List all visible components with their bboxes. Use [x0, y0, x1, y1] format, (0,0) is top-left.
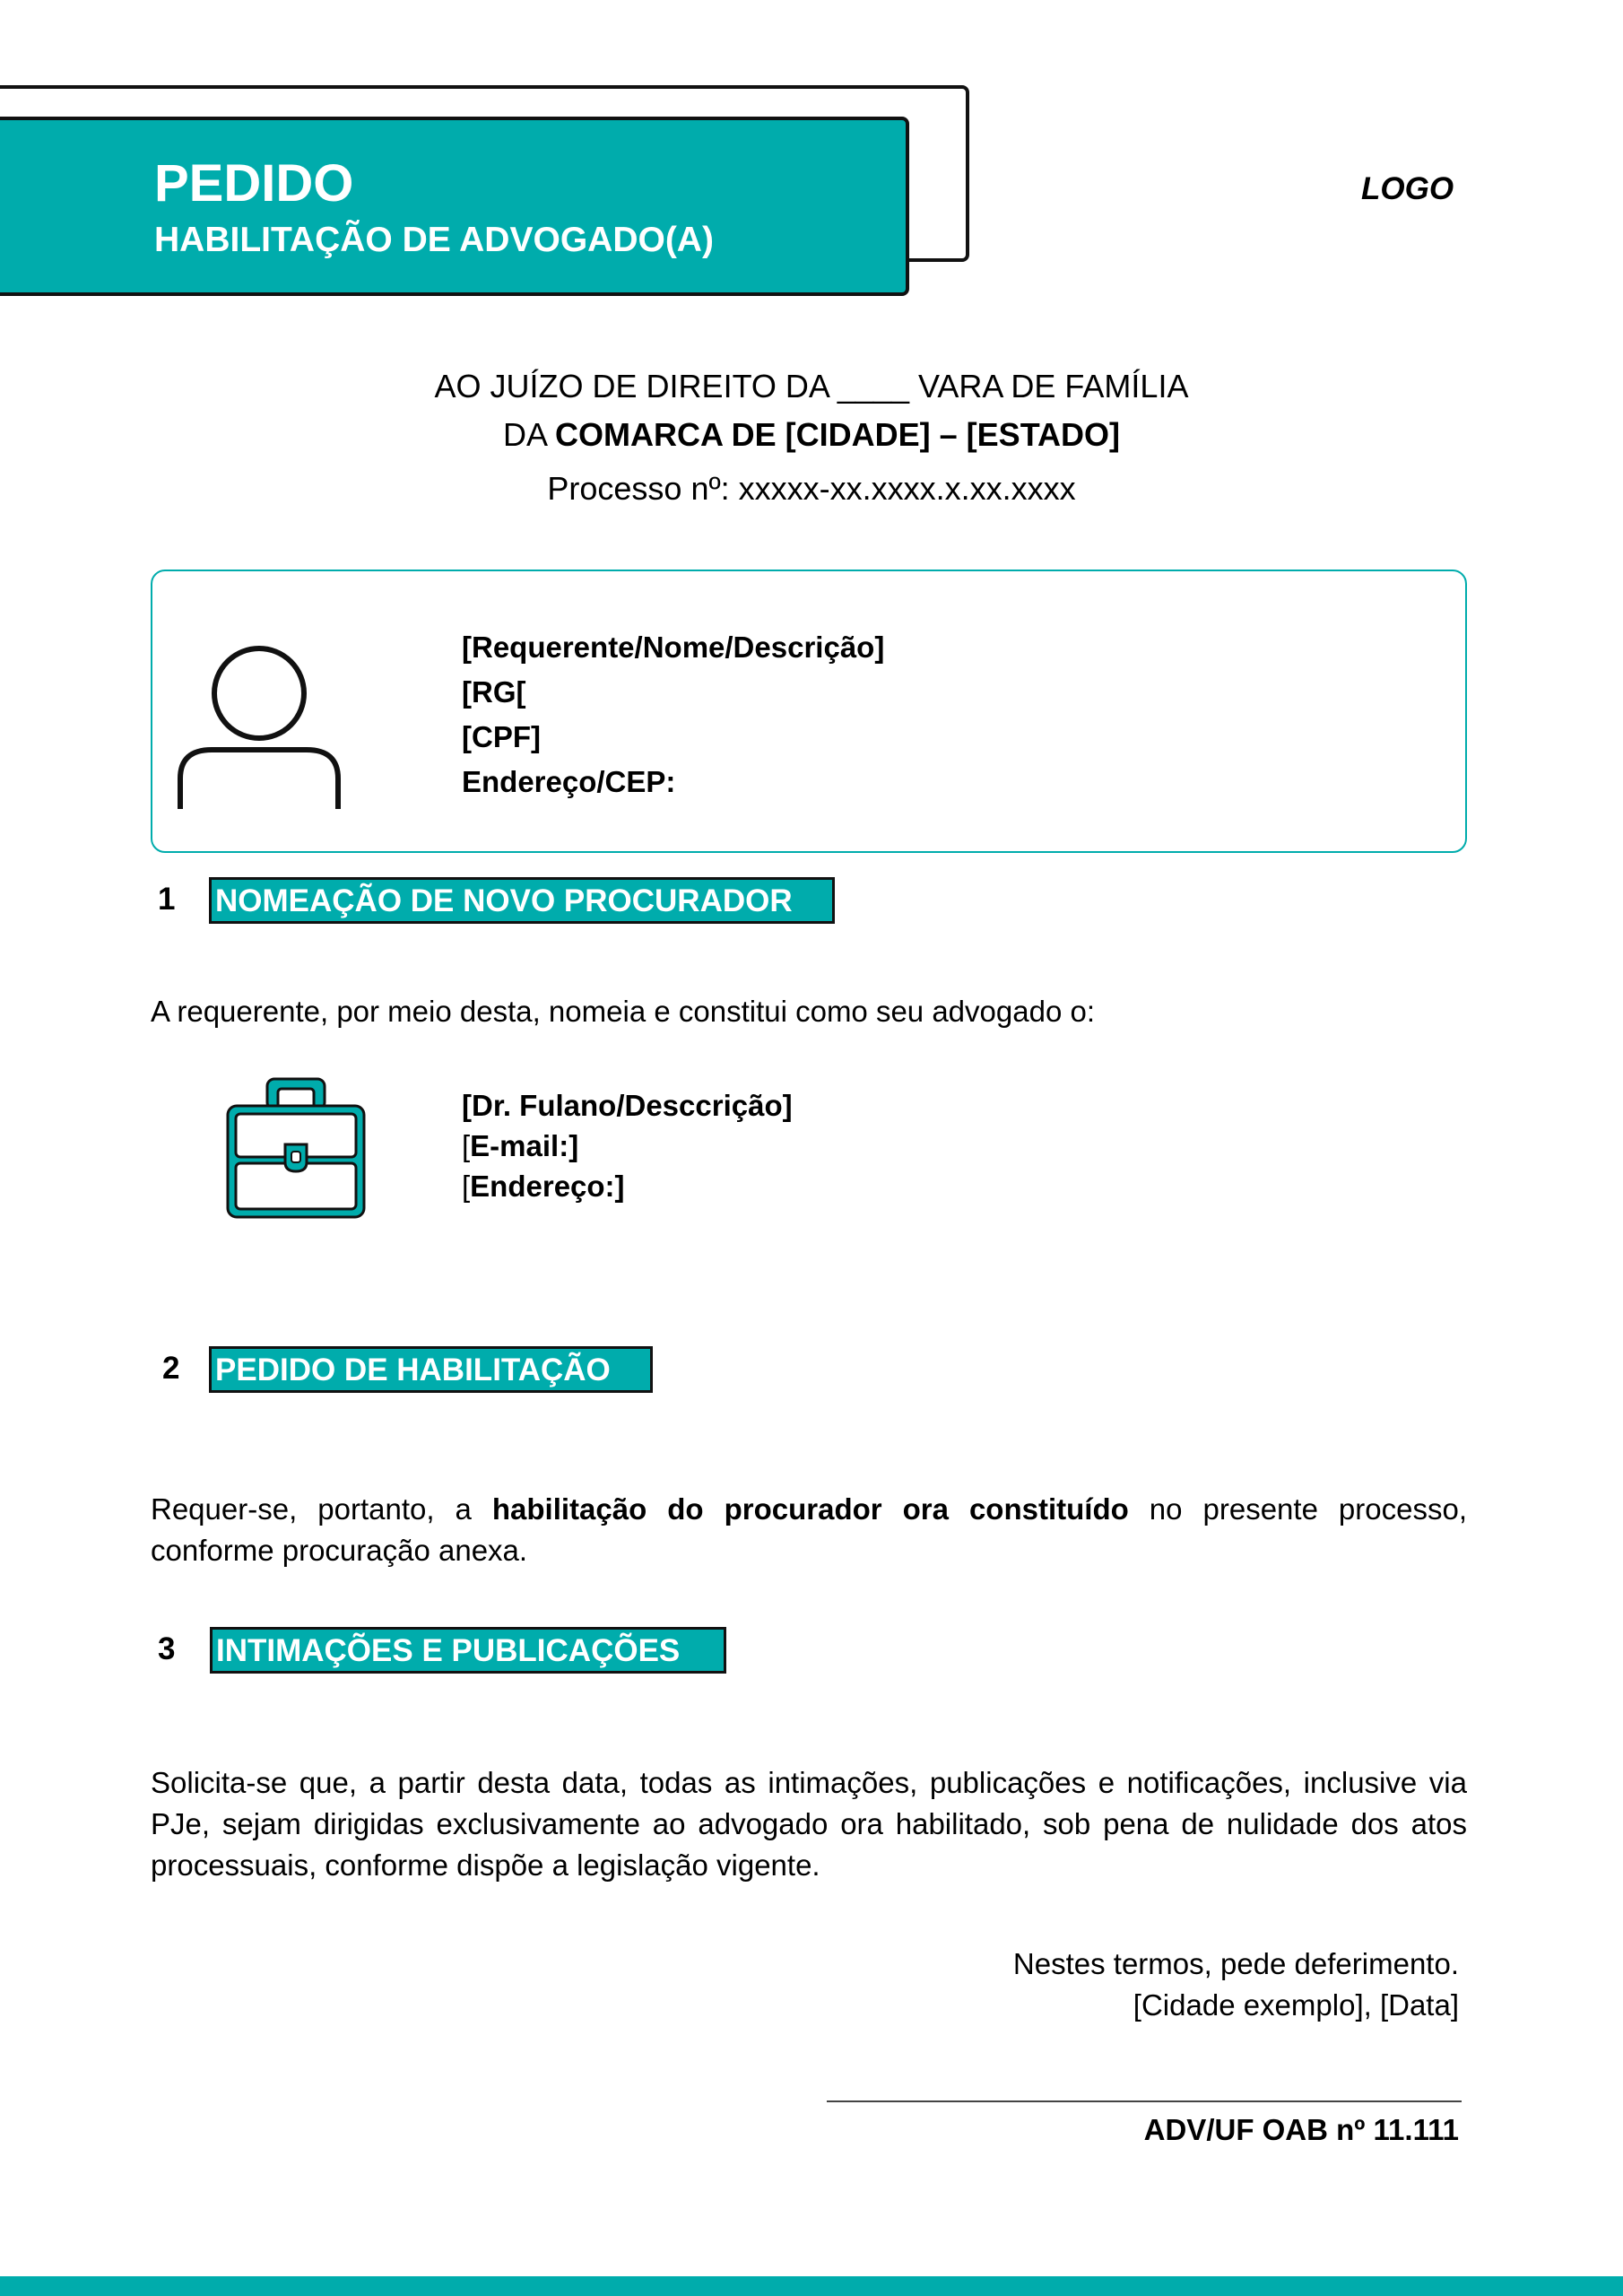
- footer-bar: [0, 2276, 1623, 2296]
- party-rg: [RG[: [462, 675, 526, 709]
- party-details: [462, 625, 884, 804]
- section-2-text-bold: habilitação do procurador ora constituído: [491, 1492, 1129, 1526]
- lawyer-email: E-mail:]: [470, 1129, 579, 1162]
- briefcase-icon: [224, 1076, 368, 1220]
- party-address: Endereço/CEP:: [462, 765, 676, 798]
- process-number: Processo nº: xxxxx-xx.xxxx.x.xx.xxxx: [547, 470, 1076, 507]
- section-2-number: 2: [162, 1351, 180, 1386]
- section-2-text-pre: Requer-se, portanto, a: [151, 1492, 492, 1526]
- person-icon: [176, 644, 343, 811]
- document-subtitle: HABILITAÇÃO DE ADVOGADO(A): [154, 221, 714, 259]
- signature-oab: ADV/UF OAB nº 11.111: [1143, 2113, 1459, 2146]
- closing-request: Nestes termos, pede deferimento.: [1012, 1947, 1459, 1980]
- court-line-1: AO JUÍZO DE DIREITO DA ____ VARA DE FAMÍLIA: [434, 368, 1189, 404]
- signature-line: [827, 2100, 1462, 2102]
- logo-placeholder: LOGO: [1361, 171, 1454, 206]
- court-line-2: [0, 416, 1623, 453]
- header-banner: [0, 117, 909, 296]
- section-1-text: A requerente, por meio desta, nomeia e constitui como seu advogado o:: [151, 995, 1095, 1028]
- section-3-number: 3: [158, 1631, 176, 1666]
- closing-place-date: [Cidade exemplo], [Data]: [1133, 1988, 1459, 2022]
- lawyer-address-open: [: [462, 1170, 471, 1203]
- lawyer-email-open: [: [462, 1129, 471, 1162]
- party-cpf: [CPF]: [462, 720, 541, 753]
- document-title: PEDIDO: [154, 154, 354, 213]
- section-2-text-post: no presente processo, conforme procuração anexa.: [151, 1492, 1467, 1567]
- lawyer-address: Endereço:]: [470, 1170, 625, 1203]
- court-line-2-prefix: DA: [502, 416, 556, 453]
- lawyer-address-line: [462, 1166, 793, 1206]
- section-2-text: [151, 1489, 1467, 1571]
- section-3-heading: INTIMAÇÕES E PUBLICAÇÕES: [210, 1627, 726, 1674]
- section-2-heading: PEDIDO DE HABILITAÇÃO: [209, 1346, 653, 1393]
- lawyer-details: [462, 1085, 793, 1206]
- court-comarca: COMARCA DE [CIDADE] – [ESTADO]: [555, 416, 1120, 453]
- section-3-text: Solicita-se que, a partir desta data, todas as intimações, publicações e notificações, inclusive via PJe, sejam dirigidas exclusivamente ao advogado ora habilitado, sob pena de nulidade dos atos processuais, conforme dispõe a legislação vigente.: [151, 1766, 1467, 1882]
- lawyer-name: [Dr. Fulano/Desccrição]: [462, 1089, 793, 1122]
- lawyer-email-line: [462, 1126, 793, 1166]
- section-1-number: 1: [158, 882, 176, 917]
- section-1-heading: NOMEAÇÃO DE NOVO PROCURADOR: [209, 877, 835, 924]
- party-name: [Requerente/Nome/Descrição]: [462, 631, 885, 664]
